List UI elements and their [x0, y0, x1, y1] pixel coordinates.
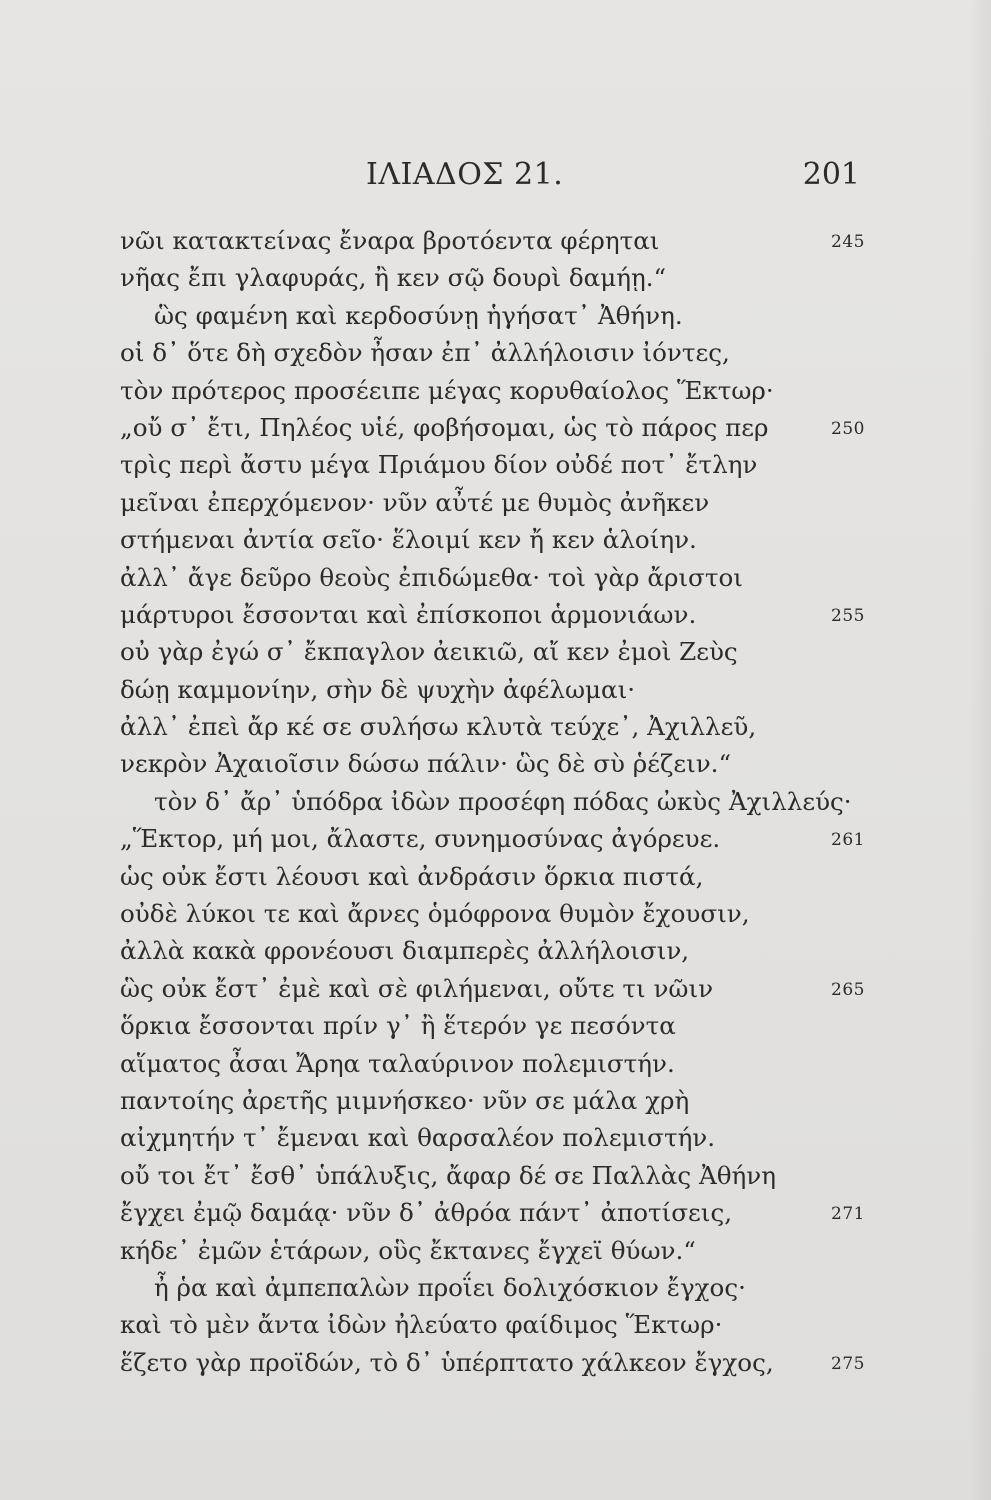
verse-line [120, 1344, 865, 1381]
verse-line [120, 932, 865, 969]
verse-line [120, 521, 865, 558]
verse-line [120, 1119, 865, 1156]
verse-line [120, 372, 865, 409]
verse-text: τὸν δ᾽ ἄρ᾽ ὑπόδρα ἰδὼν προσέφη πόδας ὠκὺς Ἀχιλλεύς· [154, 786, 852, 816]
verse-line [120, 297, 865, 334]
verse-text: στήμεναι ἀντία σεῖο· ἕλοιμί κεν ἤ κεν ἁλοίην. [120, 525, 697, 555]
line-number: 255 [831, 605, 865, 626]
verse-text: ἕζετο γὰρ προϊδών, τὸ δ᾽ ὑπέρπτατο χάλκεον ἔγχος, [120, 1347, 774, 1377]
verse-text: μάρτυροι ἔσσονται καὶ ἐπίσκοποι ἁρμονιάων. [120, 599, 697, 629]
verse-text: ἔγχει ἐμῷ δαμάᾳ· νῦν δ᾽ ἀθρόα πάντ᾽ ἀποτίσεις, [120, 1198, 733, 1228]
verse-line [120, 409, 865, 446]
verse-text: κήδε᾽ ἐμῶν ἑτάρων, οὓς ἔκτανες ἔγχεϊ θύων.“ [120, 1235, 696, 1265]
verse-line [120, 633, 865, 670]
verse-line [120, 484, 865, 521]
verse-line [120, 559, 865, 596]
verse-text: ὣς φαμένη καὶ κερδοσύνῃ ἡγήσατ᾽ Ἀθήνη. [154, 300, 683, 330]
verse-line [120, 259, 865, 296]
verse-text: αἵματος ἆσαι Ἄρηα ταλαύρινον πολεμιστήν. [120, 1048, 675, 1078]
verse-text: τὸν πρότερος προσέειπε μέγας κορυθαίολος Ἕκτωρ· [120, 375, 774, 405]
line-number: 261 [831, 830, 865, 851]
verse-text: αἰχμητήν τ᾽ ἔμεναι καὶ θαρσαλέον πολεμιστήν. [120, 1123, 716, 1153]
verse-line [120, 783, 865, 820]
verse-line [120, 446, 865, 483]
verse-text: μεῖναι ἐπερχόμενον· νῦν αὖτέ με θυμὸς ἀνῆκεν [120, 487, 710, 517]
verse-line [120, 671, 865, 708]
verse-text: „οὔ σ᾽ ἔτι, Πηλέος υἱέ, φοβήσομαι, ὡς τὸ πάρος περ [120, 412, 769, 442]
running-head [120, 157, 860, 197]
verse-line [120, 1306, 865, 1343]
verse-text: ὡς οὐκ ἔστι λέουσι καὶ ἀνδράσιν ὅρκια πιστά, [120, 861, 704, 891]
verse-text: ὣς οὐκ ἔστ᾽ ἐμὲ καὶ σὲ φιλήμεναι, οὔτε τι νῶιν [120, 973, 714, 1003]
verse-text: τρὶς περὶ ἄστυ μέγα Πριάμου δίον οὐδέ ποτ᾽ ἔτλην [120, 450, 758, 480]
verse-line [120, 708, 865, 745]
line-number: 275 [831, 1353, 865, 1374]
verse-text: ὅρκια ἔσσονται πρίν γ᾽ ἢ ἕτερόν γε πεσόντα [120, 1011, 676, 1041]
verse-line [120, 334, 865, 371]
page-number: 201 [802, 157, 860, 192]
verse-line [120, 1045, 865, 1082]
verse-text: οὔ τοι ἔτ᾽ ἔσθ᾽ ὑπάλυξις, ἄφαρ δέ σε Παλλὰς Ἀθήνη [120, 1160, 776, 1190]
verse-text: „Ἕκτορ, μή μοι, ἄλαστε, συνημοσύνας ἀγόρευε. [120, 824, 721, 854]
verse-text: ἀλλ᾽ ἄγε δεῦρο θεοὺς ἐπιδώμεθα· τοὶ γὰρ ἄριστοι [120, 562, 743, 592]
verse-line [120, 1007, 865, 1044]
verse-line [120, 745, 865, 782]
verse-line [120, 1269, 865, 1306]
verse-line [120, 858, 865, 895]
verse-text: παντοίης ἀρετῆς μιμνήσκεο· νῦν σε μάλα χρὴ [120, 1085, 690, 1115]
verse-line [120, 820, 865, 857]
verse-line [120, 970, 865, 1007]
verse-text: ἀλλὰ κακὰ φρονέουσι διαμπερὲς ἀλλήλοισιν, [120, 936, 690, 966]
verse-line [120, 895, 865, 932]
verse-line [120, 1232, 865, 1269]
verse-text: νῆας ἔπι γλαφυράς, ἢ κεν σῷ δουρὶ δαμήῃ.“ [120, 263, 667, 293]
verse-text: νῶι κατακτείνας ἔναρα βροτόεντα φέρηται [120, 226, 660, 255]
verse-line [120, 222, 865, 259]
verse-text: οἱ δ᾽ ὅτε δὴ σχεδὸν ἦσαν ἐπ᾽ ἀλλήλοισιν ἰόντες, [120, 338, 730, 368]
page-edge-shadow [969, 0, 991, 1500]
verse-line [120, 1082, 865, 1119]
verse-text: καὶ τὸ μὲν ἄντα ἰδὼν ἠλεύατο φαίδιμος Ἕκτωρ· [120, 1310, 723, 1340]
verse-line [120, 596, 865, 633]
line-number: 250 [831, 418, 865, 439]
verse-text: οὐδὲ λύκοι τε καὶ ἄρνες ὁμόφρονα θυμὸν ἔχουσιν, [120, 899, 750, 929]
verse-block [120, 222, 865, 1381]
line-number: 245 [831, 232, 865, 252]
verse-text: νεκρὸν Ἀχαιοῖσιν δώσω πάλιν· ὣς δὲ σὺ ῥέζειν.“ [120, 749, 732, 779]
verse-line [120, 1157, 865, 1194]
verse-line [120, 1194, 865, 1231]
verse-text: δώῃ καμμονίην, σὴν δὲ ψυχὴν ἀφέλωμαι· [120, 674, 636, 704]
running-title: ΙΛΙΑΔΟΣ 21. [366, 157, 564, 192]
line-number: 271 [831, 1204, 865, 1225]
line-number: 265 [831, 979, 865, 1000]
verse-text: ἀλλ᾽ ἐπεὶ ἄρ κέ σε συλήσω κλυτὰ τεύχε᾽, Ἀχιλλεῦ, [120, 712, 757, 742]
verse-text: ἦ ῥα καὶ ἀμπεπαλὼν προΐει δολιχόσκιον ἔγχος· [154, 1272, 746, 1302]
verse-text: οὐ γὰρ ἐγώ σ᾽ ἔκπαγλον ἀεικιῶ, αἴ κεν ἐμοὶ Ζεὺς [120, 637, 738, 667]
